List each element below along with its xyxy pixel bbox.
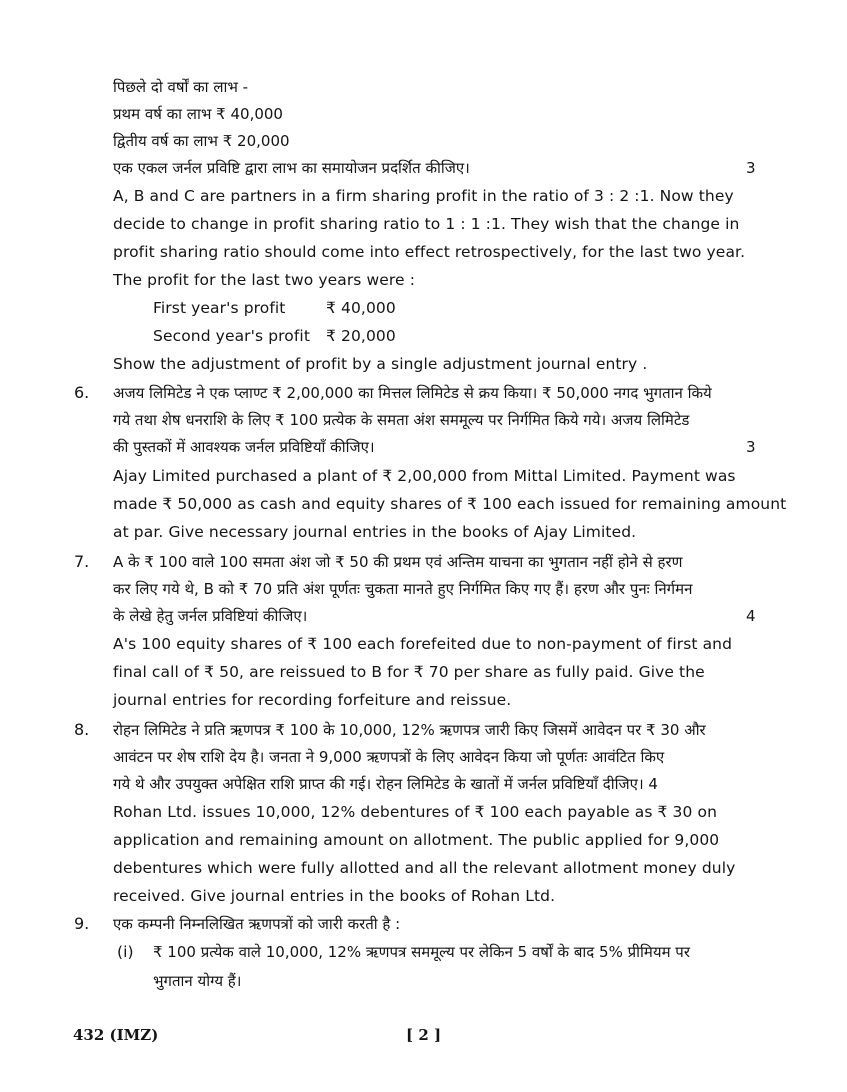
english-line: The profit for the last two years were : — [113, 271, 416, 289]
hindi-line: ₹ 100 प्रत्येक वाले 10,000, 12% ऋणपत्र सममूल्य पर लेकिन 5 वर्षों के बाद 5% प्रीमियम पर — [153, 943, 690, 961]
paper-code: 432 (IMZ) — [73, 1026, 159, 1044]
english-line: at par. Give necessary journal entries in the books of Ajay Limited. — [113, 523, 637, 541]
hindi-line: पिछले दो वर्षों का लाभ - — [113, 78, 249, 96]
hindi-line: की पुस्तकों में आवश्यक जर्नल प्रविष्टियाँ कीजिए। — [113, 438, 375, 456]
marks-label: 4 — [746, 607, 756, 625]
marks-label: 3 — [746, 159, 756, 177]
hindi-line: कर लिए गये थे, B को ₹ 70 प्रति अंश पूर्णतः चुकता मानते हुए निर्गमित किए गए हैं। हरण और पुनः निर्गमन — [113, 580, 693, 598]
english-line: final call of ₹ 50, are reissued to B for ₹ 70 per share as fully paid. Give the — [113, 663, 705, 681]
question-number: 7. — [74, 552, 90, 571]
english-line: made ₹ 50,000 as cash and equity shares of ₹ 100 each issued for remaining amount — [113, 495, 787, 513]
hindi-line: के लेखे हेतु जर्नल प्रविष्टियां कीजिए। — [113, 607, 308, 625]
english-line: decide to change in profit sharing ratio to 1 : 1 :1. They wish that the change in — [113, 215, 740, 233]
english-line: profit sharing ratio should come into effect retrospectively, for the last two year. — [113, 243, 746, 261]
english-line: debentures which were fully allotted and all the relevant allotment money duly — [113, 859, 736, 877]
english-line: received. Give journal entries in the books of Rohan Ltd. — [113, 887, 556, 905]
question-number: 8. — [74, 720, 90, 739]
marks-label: 3 — [746, 438, 756, 456]
hindi-line: भुगतान योग्य हैं। — [153, 972, 242, 990]
profit-value: ₹ 40,000 — [326, 299, 396, 317]
hindi-line: एक एकल जर्नल प्रविष्टि द्वारा लाभ का समायोजन प्रदर्शित कीजिए। — [113, 159, 470, 177]
english-line: A's 100 equity shares of ₹ 100 each forefeited due to non-payment of first and — [113, 635, 733, 653]
profit-value: ₹ 20,000 — [326, 327, 396, 345]
hindi-line: गये थे और उपयुक्त अपेक्षित राशि प्राप्त की गई। रोहन लिमिटेड के खातों में जर्नल प्रविष्टियाँ दीजिए। 4 — [113, 775, 658, 793]
hindi-line: एक कम्पनी निम्नलिखित ऋणपत्रों को जारी करती है : — [113, 915, 401, 933]
profit-label: First year's profit — [153, 299, 286, 317]
english-line: Show the adjustment of profit by a single adjustment journal entry . — [113, 355, 648, 373]
hindi-line: प्रथम वर्ष का लाभ ₹ 40,000 — [113, 105, 283, 123]
english-line: A, B and C are partners in a firm sharing profit in the ratio of 3 : 2 :1. Now they — [113, 187, 734, 205]
hindi-line: रोहन लिमिटेड ने प्रति ऋणपत्र ₹ 100 के 10,000, 12% ऋणपत्र जारी किए जिसमें आवेदन पर ₹ 30 और — [113, 721, 706, 739]
question-number: 6. — [74, 383, 90, 402]
hindi-line: गये तथा शेष धनराशि के लिए ₹ 100 प्रत्येक के समता अंश सममूल्य पर निर्गमित किये गये। अजय लिमिटेड — [113, 411, 690, 429]
english-line: journal entries for recording forfeiture and reissue. — [113, 691, 512, 709]
hindi-line: अजय लिमिटेड ने एक प्लाण्ट ₹ 2,00,000 का मित्तल लिमिटेड से क्रय किया। ₹ 50,000 नगद भुगतान किये — [113, 384, 712, 402]
sub-question-number: (i) — [117, 943, 134, 961]
hindi-line: आवंटन पर शेष राशि देय है। जनता ने 9,000 ऋणपत्रों के लिए आवेदन किया जो पूर्णतः आवंटित किए — [113, 748, 665, 766]
english-line: Rohan Ltd. issues 10,000, 12% debentures of ₹ 100 each payable as ₹ 30 on — [113, 803, 718, 821]
hindi-line: द्वितीय वर्ष का लाभ ₹ 20,000 — [113, 132, 290, 150]
profit-label: Second year's profit — [153, 327, 311, 345]
page-number: [ 2 ] — [406, 1026, 442, 1044]
hindi-line: A के ₹ 100 वाले 100 समता अंश जो ₹ 50 की प्रथम एवं अन्तिम याचना का भुगतान नहीं होने से हरण — [113, 553, 683, 571]
question-number: 9. — [74, 914, 90, 933]
english-line: Ajay Limited purchased a plant of ₹ 2,00,000 from Mittal Limited. Payment was — [113, 467, 736, 485]
english-line: application and remaining amount on allotment. The public applied for 9,000 — [113, 831, 720, 849]
